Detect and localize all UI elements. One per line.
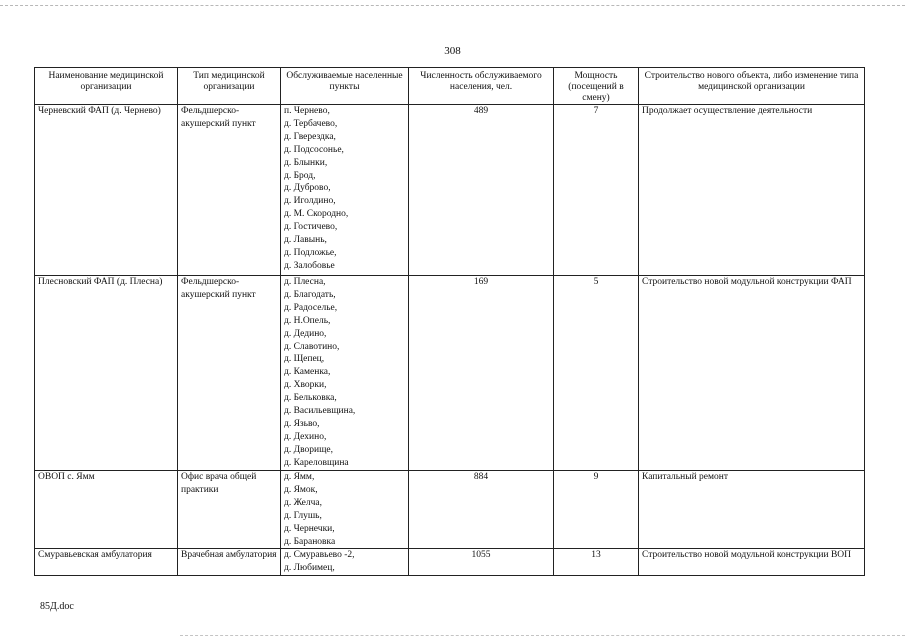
settlement: д. Дворище, [284,444,333,455]
settlement: д. Щепец, [284,354,325,365]
settlement: д. Васильевщина, [284,406,356,417]
population: 169 [409,276,554,471]
settlement: д. Тербачево, [284,118,338,129]
settlement: д. Желча, [284,497,322,508]
settlement: д. Дехино, [284,431,327,442]
settlement: п. Чернево, [284,106,330,116]
settlement: д. Дуброво, [284,183,331,194]
settlement: д. Подсосонье, [284,144,344,155]
org-type: Врачебная амбулатория [178,549,281,576]
settlement: д. Залобовье [284,260,335,271]
capacity: 13 [554,549,639,576]
settlement: д. М. Скородно, [284,209,349,220]
org-name: Смуравьевская амбулатория [35,549,178,576]
settlement: д. Хворки, [284,380,327,391]
settlement: д. Благодать, [284,289,336,300]
table-row [35,276,865,471]
settlement: д. Бельковка, [284,393,337,404]
settlements-cell [281,549,409,576]
col-header-population: Численность обслуживаемого населения, чел. [409,68,554,105]
capacity: 7 [554,105,639,276]
scan-edge-top [0,5,905,6]
settlement: д. Дедино, [284,328,327,339]
org-type: Фельдшерско-акушерский пункт [178,105,281,276]
change-status: Строительство новой модульной конструкции ФАП [639,276,865,471]
org-name: Плесновский ФАП (д. Плесна) [35,276,178,471]
settlement: д. Глушь, [284,510,322,521]
col-header-change: Строительство нового объекта, либо изменение типа медицинской организации [639,68,865,105]
change-status: Строительство новой модульной конструкции ВОП [639,549,865,576]
col-header-settlements: Обслуживаемые населенные пункты [281,68,409,105]
footer-filename: 85Д.doc [40,601,74,612]
settlement: д. Подложье, [284,247,337,258]
col-header-name: Наименование медицинской организации [35,68,178,105]
settlement: д. Ямм, [284,472,315,482]
table-row [35,105,865,276]
settlement: д. Смуравьево -2, [284,550,355,561]
settlement: д. Брод, [284,170,316,181]
settlement: д. Плесна, [284,277,326,287]
change-status: Продолжает осуществление деятельности [639,105,865,276]
col-header-capacity: Мощность (посещений в смену) [554,68,639,105]
settlements-cell [281,105,409,276]
population: 884 [409,471,554,549]
medical-organizations-table [34,67,865,576]
settlement: д. Язьво, [284,418,320,429]
settlements-cell [281,471,409,549]
settlements-cell [281,276,409,471]
page-number: 308 [444,45,461,57]
table-row [35,549,865,576]
change-status: Капитальный ремонт [639,471,865,549]
settlement: д. Гостичево, [284,222,338,233]
settlement: д. Каменка, [284,367,331,378]
org-name: ОВОП с. Ямм [35,471,178,549]
settlement: д. Н.Опель, [284,315,331,326]
org-type: Фельдшерско-акушерский пункт [178,276,281,471]
settlement: д. Лавынь, [284,235,327,246]
table-header-row [35,68,865,105]
settlement: д. Гверездка, [284,131,336,142]
settlement: д. Кареловщина [284,457,349,468]
settlement: д. Радоселье, [284,302,338,313]
table-row [35,471,865,549]
settlement: д. Любимец, [284,563,335,574]
population: 489 [409,105,554,276]
scan-edge-bottom [180,635,905,636]
population: 1055 [409,549,554,576]
settlement: д. Иголдино, [284,196,336,207]
col-header-type: Тип медицинской организации [178,68,281,105]
settlement: д. Ямок, [284,484,318,495]
settlement: д. Славотино, [284,341,340,352]
capacity: 5 [554,276,639,471]
settlement: д. Блынки, [284,157,328,168]
capacity: 9 [554,471,639,549]
settlement: д. Барановка [284,536,336,547]
org-name: Черневский ФАП (д. Чернево) [35,105,178,276]
settlement: д. Чернечки, [284,523,335,534]
org-type: Офис врача общей практики [178,471,281,549]
